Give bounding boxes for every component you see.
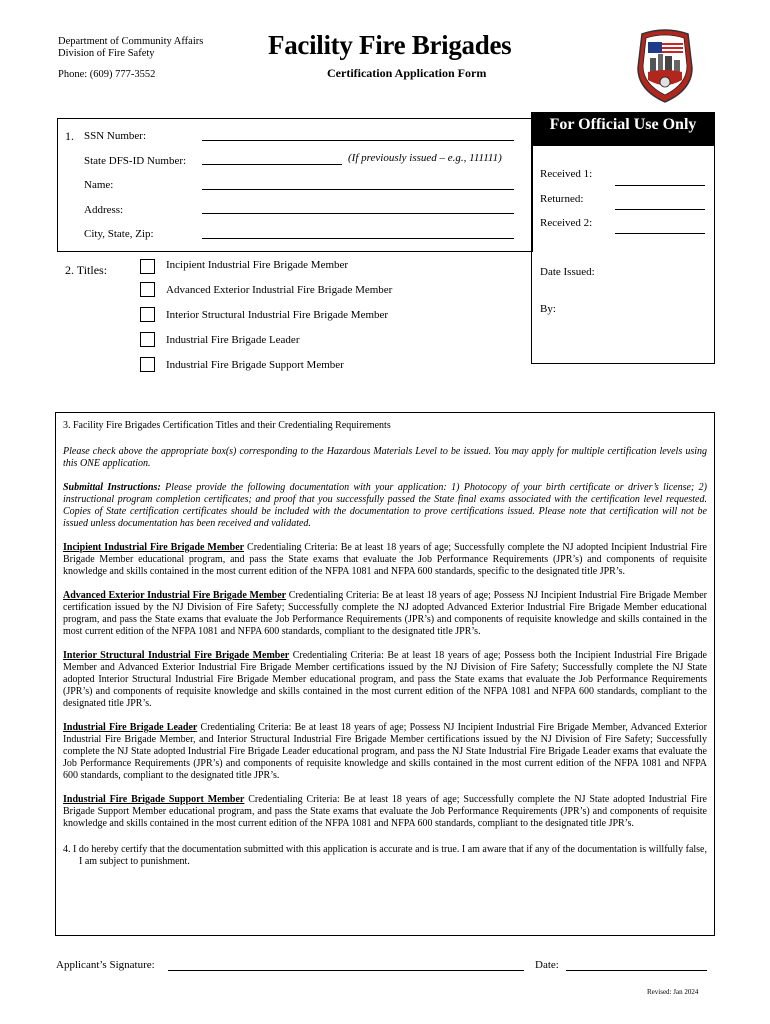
requirement-support-member bbox=[63, 794, 707, 830]
check-instructions: Please check above the appropriate box(s) corresponding to the Hazardous Materials Level to be issued. You may apply for multiple certification levels using this ONE application. bbox=[63, 446, 707, 469]
titles-label: 2. Titles: bbox=[65, 263, 108, 277]
requirement-title: Industrial Fire Brigade Support Member bbox=[63, 794, 245, 805]
title-support-member: Industrial Fire Brigade Support Member bbox=[166, 359, 344, 371]
address-input[interactable] bbox=[202, 213, 514, 214]
returned-input[interactable] bbox=[615, 209, 705, 210]
title-advanced-exterior-member: Advanced Exterior Industrial Fire Brigade Member bbox=[166, 284, 393, 296]
signature-date-input[interactable] bbox=[566, 970, 707, 971]
name-input[interactable] bbox=[202, 189, 514, 190]
dept-name-line1: Department of Community Affairs bbox=[58, 36, 204, 47]
received-1-input[interactable] bbox=[615, 185, 705, 186]
requirement-title: Incipient Industrial Fire Brigade Member bbox=[63, 542, 245, 553]
page-subtitle: Certification Application Form bbox=[327, 66, 487, 80]
requirement-incipient-member bbox=[63, 542, 707, 578]
revised-date: Revised: Jan 2024 bbox=[647, 988, 699, 996]
received-2-label: Received 2: bbox=[540, 217, 593, 229]
section-3-heading: 3. Facility Fire Brigades Certification Titles and their Credentialing Requirements bbox=[63, 420, 391, 431]
certification-statement: 4. I do hereby certify that the documentation submitted with this application is accurate and is true. I am aware that if any of the documentation is willfully false, I am subject to punishment. bbox=[63, 844, 707, 867]
requirement-advanced-exterior-member bbox=[63, 590, 707, 638]
received-1-label: Received 1: bbox=[540, 168, 593, 180]
ssn-label: SSN Number: bbox=[84, 130, 147, 142]
returned-label: Returned: bbox=[540, 193, 584, 205]
city-state-zip-label: City, State, Zip: bbox=[84, 228, 154, 240]
applicant-signature-label: Applicant’s Signature: bbox=[56, 959, 155, 971]
page-title: Facility Fire Brigades bbox=[268, 30, 512, 60]
by-label: By: bbox=[540, 303, 556, 315]
requirement-title: Advanced Exterior Industrial Fire Brigade Member bbox=[63, 590, 287, 601]
name-label: Name: bbox=[84, 179, 114, 191]
title-interior-structural-member: Interior Structural Industrial Fire Brigade Member bbox=[166, 309, 389, 321]
date-issued-label: Date Issued: bbox=[540, 266, 595, 278]
requirement-text: Credentialing Criteria: Be at least 18 years of age; Successfully complete the NJ adopted Incipient Industrial Fire Brigade Member educational program, and pass the State exams that evaluate the Job Performance Requirements (JPR’s) and components of requisite knowledge and skills contained in the most current edition of the NFPA 1081 and NFPA 600 standards, specific to the designated title JPR’s. bbox=[63, 542, 707, 577]
requirement-title: Interior Structural Industrial Fire Brigade Member bbox=[63, 650, 290, 661]
official-use-box bbox=[531, 112, 715, 364]
requirement-brigade-leader bbox=[63, 722, 707, 782]
submittal-label: Submittal Instructions: bbox=[63, 482, 161, 493]
submittal-instructions bbox=[63, 482, 707, 530]
requirement-text: Credentialing Criteria: Be at least 18 years of age; Successfully complete the NJ State adopted Industrial Fire Brigade Support Member educational program, and pass the State exams that evaluate the Job Performance Requirements (JPR’s) and components of requisite knowledge and skills contained in the most current edition of the NFPA 1081 and NFPA 600 standards, compliant to the designated title JPR’s. bbox=[63, 794, 707, 829]
ssn-input[interactable] bbox=[202, 140, 514, 141]
checkbox-interior-structural-member[interactable] bbox=[140, 307, 155, 322]
official-use-header: For Official Use Only bbox=[531, 112, 715, 146]
city-state-zip-input[interactable] bbox=[202, 238, 514, 239]
dfs-id-label: State DFS-ID Number: bbox=[84, 155, 187, 167]
section-1-number: 1. bbox=[65, 129, 74, 143]
signature-date-label: Date: bbox=[535, 959, 559, 971]
checkbox-support-member[interactable] bbox=[140, 357, 155, 372]
applicant-signature-input[interactable] bbox=[168, 970, 524, 971]
requirement-text: Credentialing Criteria: Be at least 18 years of age; Possess NJ Incipient Industrial Fire Brigade Member certification issued by the NJ Division of Fire Safety; Successfully complete the NJ adopted Advanced Exterior Industrial Fire Brigade Member educational program, and pass the State exams that evaluate the Job Performance Requirements (JPR’s) and components of requisite knowledge and skills contained in the most current edition of the NFPA 1081 and NFPA 600 standards, compliant to the designated title JPR’s. bbox=[63, 590, 707, 637]
title-brigade-leader: Industrial Fire Brigade Leader bbox=[166, 334, 300, 346]
dfs-id-input[interactable] bbox=[202, 164, 342, 165]
dept-name-line2: Division of Fire Safety bbox=[58, 48, 155, 59]
dfs-id-note: (If previously issued – e.g., 111111) bbox=[348, 152, 502, 164]
requirement-title: Industrial Fire Brigade Leader bbox=[63, 722, 198, 733]
dept-phone: Phone: (609) 777-3552 bbox=[58, 69, 156, 80]
received-2-input[interactable] bbox=[615, 233, 705, 234]
title-incipient-member: Incipient Industrial Fire Brigade Member bbox=[166, 259, 349, 271]
fire-safety-patch-logo-icon bbox=[634, 28, 696, 104]
submittal-text: Please provide the following documentation with your application: 1) Photocopy of your birth certificate or driver’s license; 2) instructional program completion certificates; and proof that you successfully passed the State final exams associated with the certification level requested. Copies of State certification certificates should be included with the documentation to prove certifications issued. Please note that certification will not be issued unless documentation has been received and validated. bbox=[63, 482, 707, 529]
requirement-interior-structural-member bbox=[63, 650, 707, 710]
checkbox-incipient-member[interactable] bbox=[140, 259, 155, 274]
requirement-text: Credentialing Criteria: Be at least 18 years of age; Possess NJ Incipient Industrial Fire Brigade Member, Advanced Exterior Industrial Fire Brigade Member, and Interior Structural Industrial Fire Brigade Member certifications issued by the NJ Division of Fire Safety; Successfully complete the NJ State adopted Industrial Fire Brigade Leader educational program, and pass the NJ State Industrial Fire Brigade Leader exams that evaluate the Job Performance Requirements (JPR’s) and components of requisite knowledge and skills contained in the most current edition of the NFPA 1081 and NFPA 600 standards, compliant to the designated title JPR’s. bbox=[63, 722, 707, 781]
address-label: Address: bbox=[84, 204, 124, 216]
checkbox-brigade-leader[interactable] bbox=[140, 332, 155, 347]
requirement-text: Credentialing Criteria: Be at least 18 years of age; Possess both the Incipient Industrial Fire Brigade Member and Advanced Exterior Industrial Fire Brigade Member certifications issued by the NJ Division of Fire Safety; Successfully complete the NJ State adopted Interior Structural Industrial Fire Brigade Member educational program, and pass the State exams that evaluate the Job Performance Requirements (JPR’s) and components of requisite knowledge and skills contained in the most current edition of the NFPA 1081 and NFPA 600 standards, compliant to the designated title JPR’s. bbox=[63, 650, 707, 709]
checkbox-advanced-exterior-member[interactable] bbox=[140, 282, 155, 297]
